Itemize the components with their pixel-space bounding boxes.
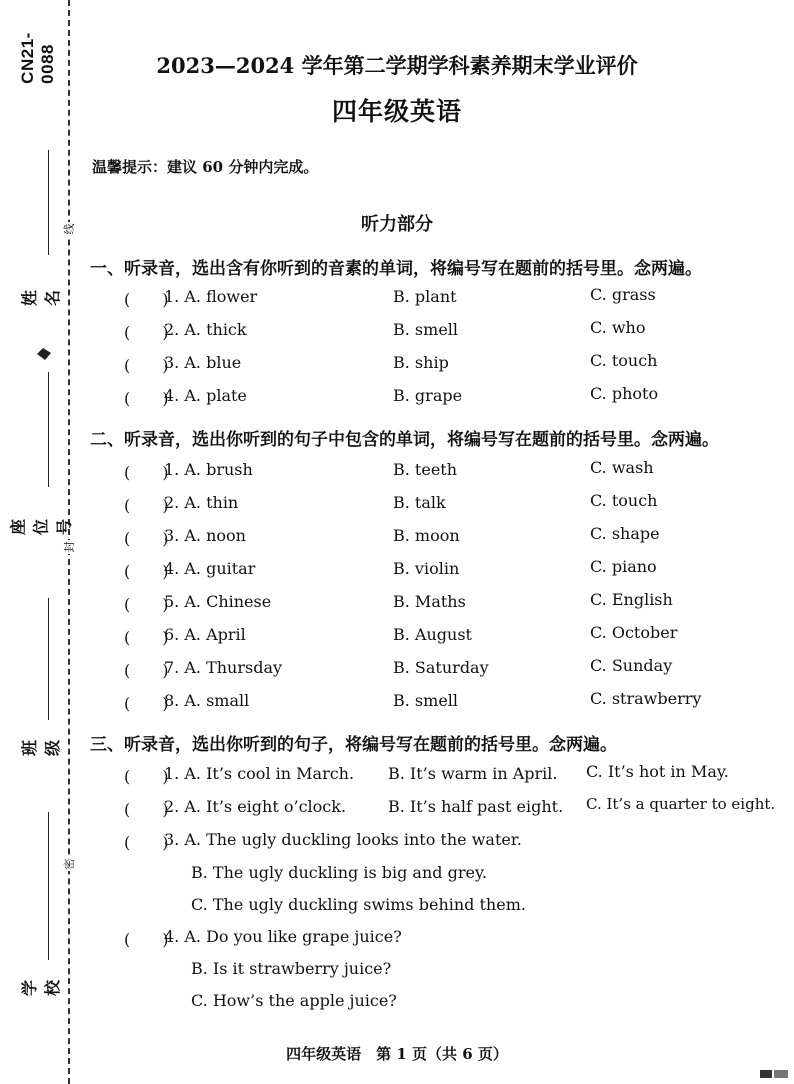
option-a: 2. A. thin [164,493,239,512]
exam-title: 2023—2024 学年第二学期学科素养期末学业评价 [156,53,638,78]
s3-q3-option-b: B. The ugly duckling is big and grey. [191,863,487,882]
option-c: C. who [590,318,646,337]
seal-mark-line: 线 [63,223,76,235]
s3-q4-option-b: B. Is it strawberry juice? [191,959,392,978]
section-2-heading: 二、听录音，选出你听到的句子中包含的单词，将编号写在题前的括号里。念两遍。 [90,430,719,450]
s2-question-4 [0,559,794,585]
option-a: 5. A. Chinese [164,592,272,611]
option-a: 1. A. brush [164,460,253,479]
seat-label: 座位号 [8,518,74,536]
option-c: C. photo [590,384,659,403]
answer-bracket[interactable]: ( ) [124,930,169,949]
option-c: C. English [590,590,673,609]
answer-bracket[interactable]: ( ) [124,562,169,581]
s2-question-8 [0,691,794,717]
option-a: 1. A. flower [164,287,258,306]
s3-q3-option-c: C. The ugly duckling swims behind them. [191,895,526,914]
s3-question-4 [0,927,794,953]
option-a: 4. A. guitar [164,559,256,578]
s2-question-5 [0,592,794,618]
option-b: B. August [393,625,472,644]
exam-subtitle: 四年级英语 [331,97,462,126]
answer-bracket[interactable]: ( ) [124,767,169,786]
s2-question-7 [0,658,794,684]
option-c: C. piano [590,557,657,576]
option-c: C. Sunday [590,656,673,675]
option-c: C. touch [590,351,658,370]
option-b: B. grape [393,386,463,405]
option-b: B. Maths [393,592,466,611]
school-label: 学校 [20,979,62,997]
answer-bracket[interactable]: ( ) [124,389,169,408]
class-label: 班级 [20,739,62,757]
option-c: C. October [590,623,678,642]
name-label: 姓名 [20,289,62,307]
option-b: B. It’s half past eight. [388,797,564,816]
option-c: C. strawberry [590,689,702,708]
answer-bracket[interactable]: ( ) [124,529,169,548]
option-c: C. shape [590,524,660,543]
option-c: C. It’s hot in May. [586,762,729,781]
s2-question-1 [0,460,794,486]
option-a: 8. A. small [164,691,250,710]
option-b: B. smell [393,691,459,710]
option-b: B. talk [393,493,446,512]
s1-question-3 [0,353,794,379]
option-a: 2. A. It’s eight o’clock. [164,797,347,816]
s3-question-3 [0,830,794,856]
page-footer: 四年级英语 第 1 页（共 6 页） [286,1045,508,1063]
option-a: 7. A. Thursday [164,658,283,677]
s3-question-2 [0,797,794,823]
answer-bracket[interactable]: ( ) [124,290,169,309]
answer-bracket[interactable]: ( ) [124,356,169,375]
option-a: 2. A. thick [164,320,247,339]
s2-question-6 [0,625,794,651]
qr-code-icon [760,1070,772,1078]
answer-bracket[interactable]: ( ) [124,694,169,713]
time-tip: 温馨提示：建议 60 分钟内完成。 [92,158,319,176]
option-a: 1. A. It’s cool in March. [164,764,355,783]
option-c: C. grass [590,285,656,304]
option-b: B. smell [393,320,459,339]
answer-bracket[interactable]: ( ) [124,496,169,515]
option-b: B. ship [393,353,449,372]
s1-question-4 [0,386,794,412]
section-1-heading: 一、听录音，选出含有你听到的音素的单词，将编号写在题前的括号里。念两遍。 [90,259,702,279]
answer-bracket[interactable]: ( ) [124,833,169,852]
option-b: B. It’s warm in April. [388,764,558,783]
option-b: B. moon [393,526,460,545]
s3-q4-option-c: C. How’s the apple juice? [191,991,397,1010]
option-a: 6. A. April [164,625,246,644]
part-heading: 听力部分 [361,214,433,235]
scanner-watermark-icon [774,1070,788,1078]
s2-question-2 [0,493,794,519]
answer-bracket[interactable]: ( ) [124,800,169,819]
s1-question-2 [0,320,794,346]
option-a: 4. A. plate [164,386,247,405]
answer-bracket[interactable]: ( ) [124,463,169,482]
option-a: 4. A. Do you like grape juice? [164,927,402,946]
option-c: C. It’s a quarter to eight. [586,795,776,813]
option-a: 3. A. The ugly duckling looks into the water. [164,830,522,849]
option-a: 3. A. noon [164,526,246,545]
answer-bracket[interactable]: ( ) [124,661,169,680]
option-b: B. teeth [393,460,458,479]
option-c: C. touch [590,491,658,510]
s1-question-1 [0,287,794,313]
option-b: B. Saturday [393,658,489,677]
name-underline [48,150,49,255]
option-b: B. plant [393,287,457,306]
answer-bracket[interactable]: ( ) [124,628,169,647]
seal-mark-secret: 密 [63,858,76,870]
answer-bracket[interactable]: ( ) [124,323,169,342]
option-a: 3. A. blue [164,353,242,372]
option-c: C. wash [590,458,654,477]
seal-mark-seal: 封 [63,541,76,553]
s3-question-1 [0,764,794,790]
answer-bracket[interactable]: ( ) [124,595,169,614]
section-3-heading: 三、听录音，选出你听到的句子，将编号写在题前的括号里。念两遍。 [90,735,617,755]
option-b: B. violin [393,559,460,578]
exam-code: CN21-0088 [18,32,57,84]
s2-question-3 [0,526,794,552]
